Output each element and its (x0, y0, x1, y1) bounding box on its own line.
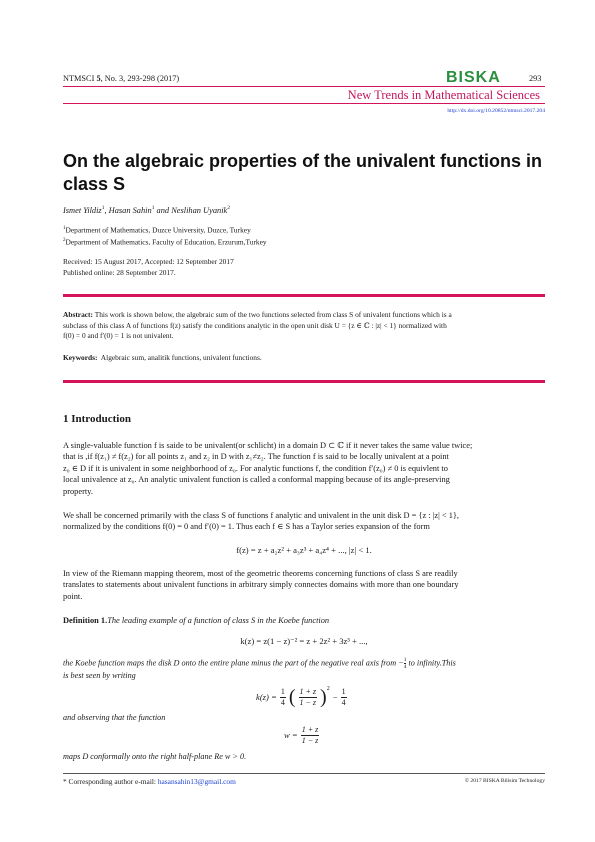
copyright: © 2017 BISKA Bilisim Technology (464, 778, 545, 784)
journal-reference: NTMSCI 5, No. 3, 293-298 (2017) (63, 74, 180, 83)
corresponding-author: * Corresponding author e-mail: hasansahin13@gmail.com (63, 777, 236, 786)
affiliation-2: $^2$Department of Mathematics, Faculty of Education, Erzurum,Turkey (63, 237, 267, 247)
equation-mobius: w = $\frac{1 + z}{1 - z}$ (284, 724, 319, 745)
abstract-rule-top (63, 294, 545, 297)
fraction-quarter: $\frac{1}{4}$ (403, 657, 407, 670)
definition-label: Definition 1. (63, 616, 108, 625)
abstract: Abstract: This work is shown below, the algebraic sum of the two functions selected from class S of univalent functions which is a subclass of this class A of functions f(z) satisfy the conditions analytic in the open unit disk U = {z ∈ ℂ : |z| < 1} normalized with f(0) = 0 and f′(0) = 1 is not univalent. (63, 310, 452, 341)
intro-paragraph-1: A single-valuable function f is saide to be univalent(or schlicht) in a domain D ⊂ ℂ if it never takes the same value twice; that is ,if f(z₁) ≠ f(z₂) for all points z₁ and z₂ in D with z₁≠z₂. The function f is said to be locally univalent at a point z₀ ∈ D if it is univalent in some neighborhood of z₀. For analytic functions f, the condition f′(z₀) ≠ 0 is equivlent to local univalence at z₀. An analytic univalent function is called a conformal mapping because of its angle-preserving property. (63, 441, 473, 496)
definition-intro: Definition 1.The leading example of a function of class S in the Koebe function (63, 616, 330, 625)
authors: Ismet Yildiz$^1$, Hasan Sahin$^1$ and Neslihan Uyanik$^2$ (63, 205, 230, 215)
header-rule-2 (63, 103, 545, 104)
author-3[interactable]: Neslihan Uyanik (171, 205, 228, 215)
dates (63, 257, 234, 278)
equation-koebe-form: k(z) = $\frac{1}{4}$ ( 1 + z 1 − z ) $^2$ − $\frac{1}{4}$ (256, 686, 346, 708)
abstract-rule-bottom (63, 380, 545, 383)
paper-title: On the algebraic properties of the univalent functions in class S (63, 151, 543, 194)
abstract-label: Abstract: (63, 310, 93, 319)
section-heading: 1 Introduction (63, 413, 131, 425)
journal-title: New Trends in Mathematical Sciences (347, 88, 540, 102)
footer-rule (63, 773, 545, 774)
author-2[interactable]: Hasan Sahin (108, 205, 152, 215)
definition-text-3: maps D conformally onto the right half-plane Re w > 0. (63, 752, 247, 761)
doi-link[interactable]: http://dx.doi.org/10.20852/ntmsci.2017.204 (447, 108, 545, 114)
email-link[interactable]: hasansahin13@gmail.com (157, 777, 236, 786)
biska-logo (446, 66, 518, 84)
page-number: 293 (529, 74, 542, 83)
keywords: Keywords: Algebraic sum, analitik functions, univalent functions. (63, 353, 262, 362)
equation-koebe: k(z) = z(1 − z)⁻² = z + 2z² + 3z³ + ..., (240, 636, 368, 646)
biska-logo-mark (446, 66, 518, 86)
intro-paragraph-3: In view of the Riemann mapping theorem, most of the geometric theorems concerning functions of class S are readily translates to statements about univalent functions in arbitrary simply connectes domains with more than one boundary point. (63, 569, 459, 601)
logo-text: BISKA (446, 69, 501, 86)
published-date: Published online: 28 September 2017. (63, 267, 176, 277)
intro-paragraph-2: We shall be concerned primarily with the class S of functions f analytic and univalent in the unit disk D = {z : |z| < 1}, normalized by the conditions f(0) = 0 and f′(0) = 1. Thus each f ∈ S has a Taylor series expansion of the form (63, 511, 460, 532)
equation-taylor-series: f(z) = z + a₂z² + a₃z³ + a₄z⁴ + ..., |z| < 1. (236, 545, 372, 555)
definition-text-1: the Koebe function maps the disk D onto the entire plane minus the part of the negative real axis from − $\frac{1}{4}$ to infinity.This is best seen by writing (63, 657, 456, 680)
definition-text-2: and observing that the function (63, 713, 166, 722)
keywords-label: Keywords: (63, 353, 98, 362)
author-1[interactable]: Ismet Yildiz (63, 205, 102, 215)
affiliation-1: $^1$Department of Mathematics, Duzce University, Duzce, Turkey (63, 225, 251, 235)
received-date: Received: 15 August 2017, Accepted: 12 September 2017 (63, 257, 234, 266)
affiliations (63, 224, 267, 248)
